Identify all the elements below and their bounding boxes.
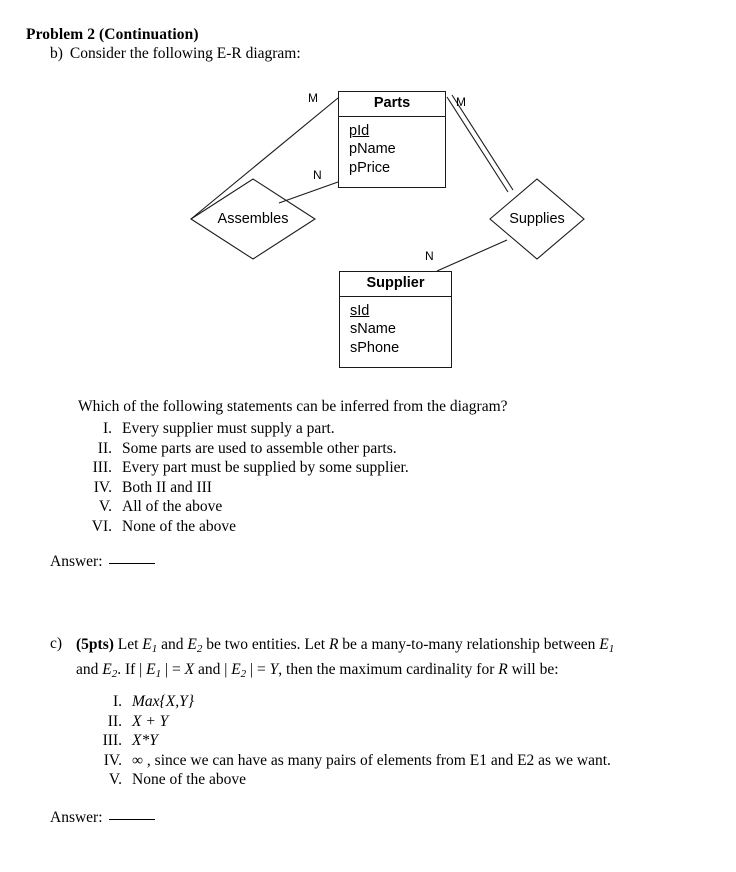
option-b-1-text: Every supplier must supply a part. (122, 420, 335, 437)
part-b-marker: b) (50, 45, 63, 62)
option-b-3[interactable] (78, 458, 409, 478)
pc-e2c: E (231, 660, 241, 678)
pc-t4: be a many-to-many relationship between (338, 636, 600, 653)
part-c-answer-blank[interactable] (109, 819, 155, 820)
option-b-2-text: Some parts are used to assemble other parts. (122, 439, 397, 457)
part-c-marker: c) (50, 635, 63, 652)
attribute-pname: pName (349, 141, 396, 158)
option-b-3-text: Every part must be supplied by some supplier. (122, 459, 409, 477)
attribute-sname: sName (350, 321, 396, 338)
option-b-5-number: V. (98, 498, 112, 516)
option-c-4-text: ∞ , since we can have as many pairs of elements from E1 and E2 as we want. (132, 751, 611, 769)
pc-t1: Let (117, 636, 143, 653)
part-c-text-line2 (76, 660, 722, 685)
pc-e1b-sub: 1 (608, 643, 615, 655)
entity-supplier (339, 271, 452, 368)
pc-t9: | = (246, 660, 270, 678)
option-c-1-number: I. (112, 693, 122, 710)
pc-t7: | = (161, 660, 185, 678)
option-c-2-number: II. (107, 712, 122, 730)
pc-e1-sub: 1 (151, 643, 158, 655)
entity-parts (338, 91, 446, 188)
part-b-options (78, 419, 409, 537)
option-c-1-text: Max{X,Y} (132, 693, 194, 710)
part-c-options (88, 692, 611, 790)
part-b-prompt (50, 45, 301, 63)
cardinality-supplier-supplies-n: N (425, 249, 434, 263)
pc-e2-sub: 2 (196, 643, 203, 655)
option-b-6[interactable] (78, 517, 409, 537)
edge-parts-supplies-inner (452, 95, 513, 190)
entity-parts-title: Parts (339, 92, 445, 117)
pc-e2c-sub: 2 (240, 667, 247, 680)
option-c-2-text: X + Y (132, 712, 169, 730)
attribute-pprice: pPrice (349, 160, 391, 177)
cardinality-parts-assembles-m: M (308, 91, 318, 105)
option-c-3-text: X*Y (132, 732, 158, 750)
pc-t10: , then the maximum cardinality for (278, 660, 499, 678)
option-c-3[interactable] (88, 731, 611, 751)
part-b-answer-blank[interactable] (109, 563, 155, 564)
pc-r1: R (328, 636, 339, 653)
er-diagram (0, 72, 736, 384)
option-b-5-text: All of the above (122, 498, 223, 516)
option-c-1[interactable] (88, 692, 611, 712)
part-c-answer-line (50, 809, 155, 827)
option-b-4-text: Both II and III (122, 478, 212, 496)
pc-e2b-sub: 2 (111, 667, 118, 680)
option-b-1-number: I. (102, 420, 112, 437)
attribute-sphone: sPhone (350, 340, 400, 357)
pc-t8: and | (194, 660, 232, 678)
option-c-2[interactable] (88, 712, 611, 732)
edge-parts-supplies-outer (447, 97, 508, 192)
pc-e2b: E (102, 660, 112, 678)
part-c-points: (5pts) (76, 636, 114, 653)
part-b-question: Which of the following statements can be inferred from the diagram? (78, 398, 508, 415)
part-b-answer-line (50, 553, 155, 571)
option-b-3-number: III. (92, 459, 112, 477)
pc-e1b: E (599, 636, 609, 653)
option-b-2[interactable] (78, 439, 409, 459)
entity-parts-attributes (339, 117, 445, 182)
attribute-pid: pId (349, 122, 370, 139)
pc-y: Y (269, 660, 279, 678)
attribute-sid: sId (350, 302, 370, 319)
option-c-4[interactable] (88, 751, 611, 771)
option-b-2-number: II. (97, 439, 112, 457)
edge-supplier-supplies (437, 240, 507, 271)
option-b-5[interactable] (78, 497, 409, 517)
entity-supplier-attributes (340, 297, 451, 362)
pc-e1: E (142, 636, 152, 653)
relationship-supplies-label: Supplies (509, 211, 565, 227)
option-b-1[interactable] (78, 419, 409, 439)
pc-t11: will be: (507, 660, 559, 678)
part-b-answer-label: Answer: (50, 553, 103, 570)
relationship-assembles-label: Assembles (217, 211, 289, 227)
option-c-5-number: V. (108, 771, 122, 789)
cardinality-parts-assembles-n: N (313, 168, 322, 182)
option-b-4-number: IV. (93, 478, 112, 496)
page-title: Problem 2 (Continuation) (26, 26, 199, 43)
option-b-4[interactable] (78, 478, 409, 498)
part-c-prompt (50, 635, 722, 684)
option-b-6-text: None of the above (122, 517, 237, 535)
edge-parts-assembles-n (279, 182, 338, 203)
pc-e1c: E (146, 660, 156, 678)
option-c-3-number: III. (102, 732, 122, 750)
option-c-4-number: IV. (103, 751, 122, 769)
part-c-answer-label: Answer: (50, 809, 103, 826)
option-c-5[interactable] (88, 770, 611, 790)
pc-r2: R (498, 660, 508, 678)
part-c-text (76, 635, 722, 684)
pc-t3: be two entities. Let (202, 636, 329, 653)
pc-t2: and (157, 636, 188, 653)
pc-t6: . If | (117, 660, 147, 678)
option-b-6-number: VI. (91, 517, 112, 535)
pc-x: X (184, 660, 195, 678)
part-b-prompt-text: Consider the following E-R diagram: (69, 45, 301, 62)
cardinality-parts-supplies-m: M (456, 95, 466, 109)
pc-e2: E (187, 636, 197, 653)
pc-t5: and (76, 660, 103, 678)
pc-e1c-sub: 1 (155, 667, 162, 680)
option-c-5-text: None of the above (132, 771, 247, 789)
entity-supplier-title: Supplier (340, 272, 451, 297)
